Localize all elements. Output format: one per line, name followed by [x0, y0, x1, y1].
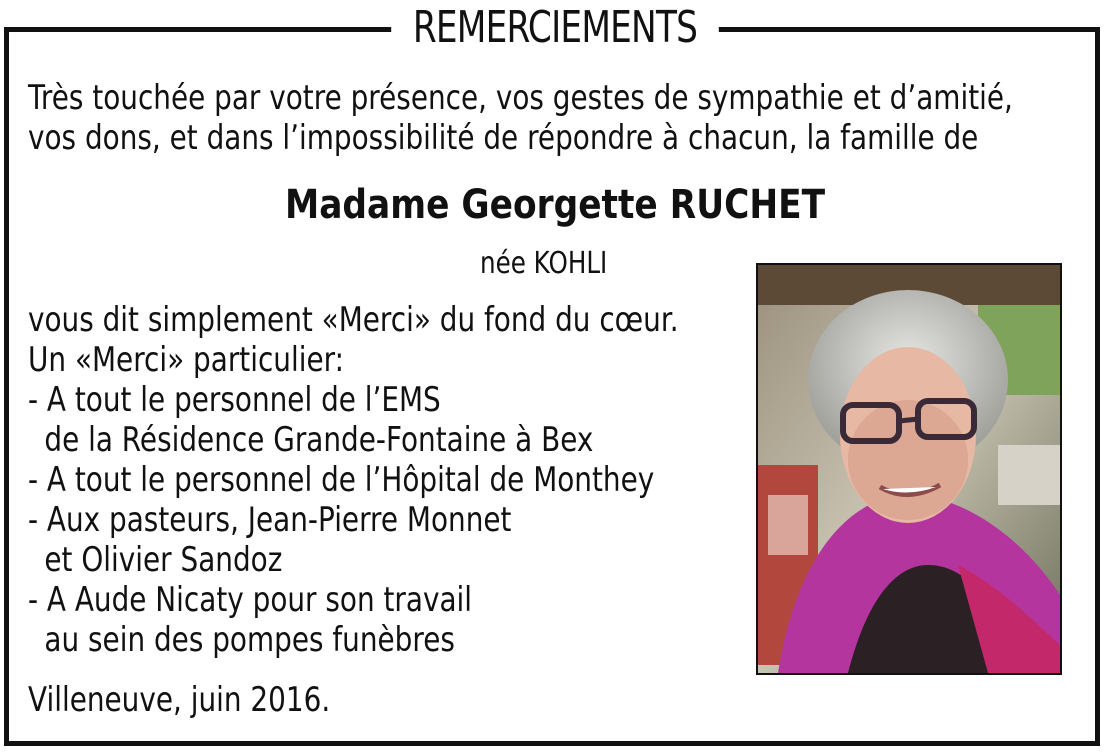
intro-line-2: vos dons, et dans l’impossibilité de répondre à chacun, la famille de [28, 118, 979, 158]
deceased-name-text: Madame Georgette RUCHET [284, 182, 826, 228]
intro-line-1: Très touchée par votre présence, vos gestes de sympathie et d’amitié, [28, 78, 1013, 118]
thanks-list [28, 300, 821, 660]
thanks-item-continued: au sein des pompes funèbres [44, 620, 455, 660]
thanks-item-continued: de la Résidence Grande-Fontaine à Bex [44, 420, 594, 460]
deceased-name [0, 180, 1110, 230]
notice-title: REMERCIEMENTS [391, 0, 719, 56]
thanks-item: - A tout le personnel de l’Hôpital de Monthey [28, 460, 655, 500]
intro-text [28, 78, 1110, 158]
thanks-line: Un «Merci» particulier: [28, 340, 344, 380]
thanks-item: - Aux pasteurs, Jean-Pierre Monnet [28, 500, 512, 540]
place-date: Villeneuve, juin 2016. [28, 680, 331, 720]
maiden-name: née KOHLI [480, 246, 608, 281]
thanks-item: - A tout le personnel de l’EMS [28, 380, 441, 420]
thanks-item: - A Aude Nicaty pour son travail [28, 580, 473, 620]
portrait-photo [756, 263, 1062, 675]
thanks-line: vous dit simplement «Merci» du fond du cœur. [28, 300, 679, 340]
portrait-illustration [758, 265, 1060, 673]
thanks-item-continued: et Olivier Sandoz [44, 540, 283, 580]
